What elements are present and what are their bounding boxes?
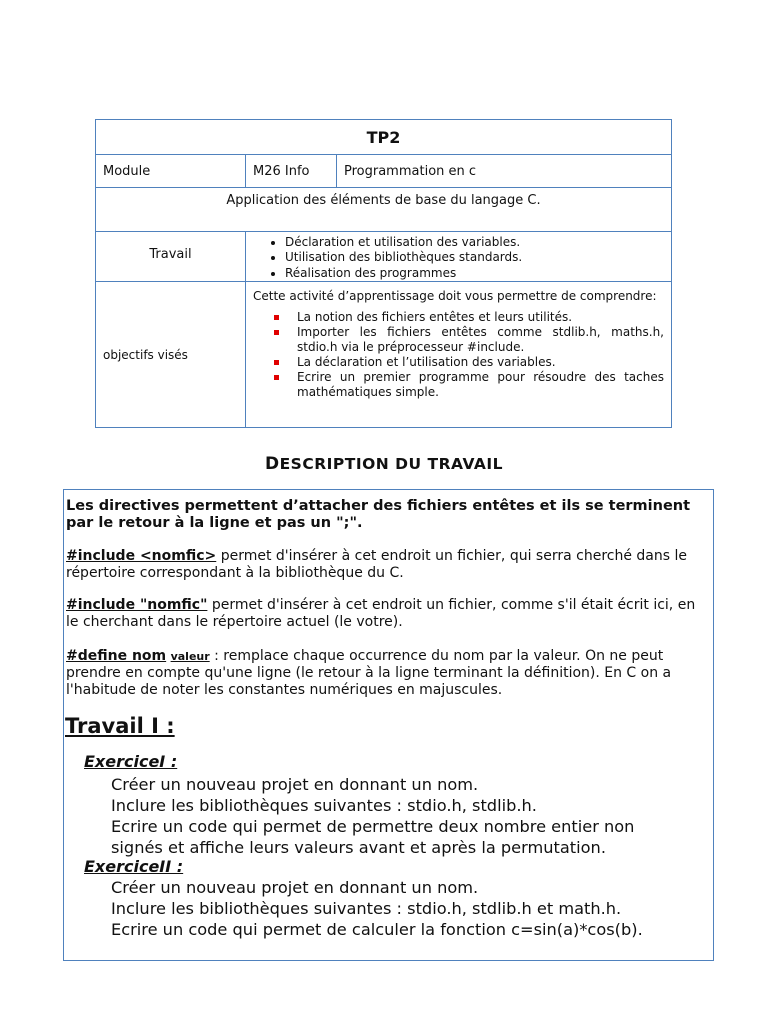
include-angle-paragraph xyxy=(66,548,705,582)
exercise-1-title: ExerciceI : xyxy=(84,752,178,771)
exercise-1-block xyxy=(111,817,713,859)
exercise-2-title: ExerciceII : xyxy=(84,857,184,876)
include-quote-text: permet d'insérer à cet endroit un fichier, comme s'il était écrit ici, en le cherchant dans le répertoire actuel (le votre). xyxy=(66,597,696,630)
module-label: Module xyxy=(103,164,151,179)
red-square-bullet-icon xyxy=(274,315,279,320)
define-text: : remplace chaque occurrence du nom par la valeur. On ne peut prendre en compte qu'une ligne (le retour à la ligne terminant la définition). En C on a l'habitude de noter les constantes numériques en majuscules. xyxy=(66,648,672,698)
list-item: • Utilisation des bibliothèques standards. xyxy=(285,250,671,265)
objectifs-label: objectifs visés xyxy=(103,348,188,362)
list-item xyxy=(273,310,664,325)
define-paragraph xyxy=(66,648,705,699)
list-item xyxy=(273,325,664,355)
module-label-cell xyxy=(96,155,245,187)
travail-list xyxy=(245,232,671,281)
objectifs-list xyxy=(253,310,664,400)
include-quote-keyword: #include "nomfic" xyxy=(66,597,208,613)
description-box xyxy=(63,489,714,961)
exercise-2-line: Créer un nouveau projet en donnant un nom. xyxy=(111,878,479,897)
red-square-bullet-icon xyxy=(274,375,279,380)
objectifs-intro: Cette activité d’apprentissage doit vous permettre de comprendre: xyxy=(253,289,657,303)
travail-label: Travail xyxy=(149,247,192,262)
exercise-1-line: Inclure les bibliothèques suivantes : stdio.h, stdlib.h. xyxy=(111,796,537,815)
list-item-text: La notion des fichiers entêtes et leurs utilités. xyxy=(297,310,573,324)
define-keyword: #define nom xyxy=(66,648,167,664)
objectifs-content xyxy=(245,282,671,427)
exercise-1-line: Créer un nouveau projet en donnant un nom. xyxy=(111,775,479,794)
travail-title: Travail I : xyxy=(65,714,175,738)
description-heading xyxy=(0,454,768,474)
module-name: Programmation en c xyxy=(344,164,477,179)
list-item-text: La déclaration et l’utilisation des variables. xyxy=(297,355,556,369)
application-text: Application des éléments de base du langage C. xyxy=(226,193,541,208)
list-item-text: Importer les fichiers entêtes comme stdlib.h, maths.h, stdio.h via le préprocesseur #include. xyxy=(297,325,664,354)
list-item xyxy=(273,370,664,400)
intro-paragraph: Les directives permettent d’attacher des fichiers entêtes et ils se terminent par le retour à la ligne et pas un ";". xyxy=(66,498,691,531)
include-angle-keyword: #include <nomfic> xyxy=(66,548,217,564)
module-name-cell xyxy=(336,155,671,187)
red-square-bullet-icon xyxy=(274,330,279,335)
tp-title: TP2 xyxy=(366,128,401,147)
list-item: • Déclaration et utilisation des variables. xyxy=(285,235,671,250)
list-item: • Réalisation des programmes xyxy=(285,266,671,281)
exercise-1-line: Ecrire un code qui permet de permettre deux nombre entier non xyxy=(111,817,635,836)
objectifs-row xyxy=(96,282,671,427)
module-row xyxy=(96,155,671,188)
exercise-2-line: Inclure les bibliothèques suivantes : stdio.h, stdlib.h et math.h. xyxy=(111,899,622,918)
define-value-keyword: valeur xyxy=(170,650,210,663)
module-code: M26 Info xyxy=(253,164,310,179)
exercise-1-line: signés et affiche leurs valeurs avant et après la permutation. xyxy=(111,837,606,857)
table-title-row xyxy=(96,120,671,155)
application-row xyxy=(96,188,671,232)
travail-row xyxy=(96,232,671,282)
red-square-bullet-icon xyxy=(274,360,279,365)
tp-info-table xyxy=(95,119,672,428)
exercise-2-line: Ecrire un code qui permet de calculer la fonction c=sin(a)*cos(b). xyxy=(111,920,643,939)
module-code-cell xyxy=(245,155,336,187)
heading-initial: D xyxy=(264,454,280,474)
list-item xyxy=(273,355,664,370)
include-quote-paragraph xyxy=(66,597,705,631)
heading-rest: ESCRIPTION DU TRAVAIL xyxy=(279,455,504,473)
include-angle-text: permet d'insérer à cet endroit un fichier, qui serra cherché dans le répertoire correspondant à la bibliothèque du C. xyxy=(66,548,687,581)
list-item-text: Ecrire un premier programme pour résoudre des taches mathématiques simple. xyxy=(297,370,664,399)
